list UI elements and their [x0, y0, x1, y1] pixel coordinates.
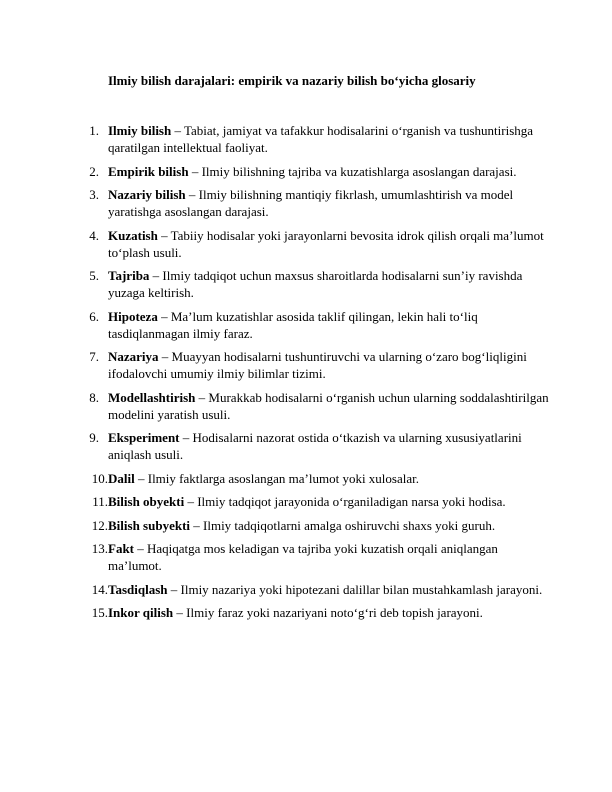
entry-definition: – Tabiiy hodisalar yoki jarayonlarni bevosita idrok qilish orqali ma’lumot to‘plash usuli. [108, 227, 544, 260]
entry-number: 11. [92, 494, 108, 509]
entry-term: Eksperiment [108, 430, 180, 445]
glossary-entry [0, 493, 612, 510]
entry-number: 3. [89, 187, 99, 202]
glossary-entry [0, 470, 612, 487]
entry-definition: – Haqiqatga mos keladigan va tajriba yoki kuzatish orqali aniqlangan ma’lumot. [108, 541, 498, 573]
entry-term: Hipoteza [108, 308, 158, 324]
entry-term: Bilish subyekti [108, 517, 191, 533]
entry-definition: – Tabiat, jamiyat va tafakkur hodisalarini o‘rganish va tushuntirishga qaratilgan intellektual faoliyat. [108, 123, 534, 155]
entry-definition: – Ma’lum kuzatishlar asosida taklif qilingan, lekin hali to‘liq tasdiqlanmagan ilmiy faraz. [108, 308, 478, 341]
entry-number: 4. [89, 227, 99, 243]
entry-definition: – Ilmiy faraz yoki nazariyani noto‘g‘ri deb topish jarayoni. [173, 605, 483, 620]
glossary-entry [0, 163, 612, 180]
glossary-entry [0, 122, 612, 156]
glossary-entry [0, 389, 612, 423]
entry-definition: – Hodisalarni nazorat ostida o‘tkazish va ularning xususiyatlarini aniqlash usuli. [108, 430, 522, 462]
entry-number: 9. [89, 430, 99, 445]
glossary-entry [0, 604, 612, 621]
glossary-entry [0, 186, 612, 220]
entry-definition: – Ilmiy bilishning mantiqiy fikrlash, umumlashtirish va model yaratishga asoslangan darajasi. [108, 187, 514, 219]
glossary-entry [0, 348, 612, 382]
entry-term: Tajriba [108, 268, 150, 283]
entry-definition: – Murakkab hodisalarni o‘rganish uchun ularning soddalashtirilgan modelini yaratish usuli. [108, 389, 549, 422]
entry-term: Inkor qilish [108, 605, 174, 620]
entry-number: 12. [91, 517, 108, 533]
glossary-entry [0, 308, 612, 342]
entry-term: Bilish obyekti [108, 494, 185, 509]
entry-term: Empirik bilish [108, 163, 189, 179]
entry-number: 1. [89, 123, 99, 138]
entry-definition: – Ilmiy faktlarga asoslangan ma’lumot yoki xulosalar. [134, 470, 419, 486]
entry-term: Modellashtirish [108, 389, 196, 405]
entry-definition: – Ilmiy tadqiqot uchun maxsus sharoitlarda hodisalarni sun’iy ravishda yuzaga keltirish. [108, 268, 523, 300]
document-title: Ilmiy bilish darajalari: empirik va nazariy bilish bo‘yicha glosariy [108, 73, 476, 88]
glossary-entry [0, 267, 612, 301]
entry-definition: – Ilmiy nazariya yoki hipotezani dalillar bilan mustahkamlash jarayoni. [167, 581, 543, 597]
entry-definition: – Ilmiy bilishning tajriba va kuzatishlarga asoslangan darajasi. [188, 163, 517, 179]
glossary-entry [0, 227, 612, 261]
entry-term: Nazariy bilish [108, 187, 186, 202]
glossary-list [0, 122, 612, 628]
entry-term: Ilmiy bilish [108, 123, 172, 138]
entry-number: 7. [89, 349, 99, 364]
entry-term: Tasdiqlash [108, 581, 168, 597]
entry-term: Kuzatish [108, 227, 158, 243]
entry-definition: – Ilmiy tadqiqot jarayonida o‘rganiladigan narsa yoki hodisa. [184, 494, 506, 509]
entry-number: 15. [91, 605, 108, 620]
glossary-entry [0, 581, 612, 598]
entry-number: 2. [89, 163, 99, 179]
entry-number: 10. [91, 470, 108, 486]
entry-number: 6. [89, 308, 99, 324]
entry-definition: – Ilmiy tadqiqotlarni amalga oshiruvchi shaxs yoki guruh. [190, 517, 496, 533]
entry-term: Nazariya [108, 349, 159, 364]
entry-term: Dalil [108, 470, 135, 486]
entry-term: Fakt [108, 541, 134, 556]
entry-number: 8. [89, 389, 99, 405]
entry-definition: – Muayyan hodisalarni tushuntiruvchi va ularning o‘zaro bog‘liqligini ifodalovchi umumiy ilmiy bilimlar tizimi. [108, 349, 527, 381]
glossary-entry [0, 429, 612, 463]
entry-number: 13. [91, 541, 108, 556]
entry-number: 5. [89, 268, 99, 283]
entry-number: 14. [91, 581, 108, 597]
glossary-entry [0, 517, 612, 534]
glossary-entry [0, 540, 612, 574]
